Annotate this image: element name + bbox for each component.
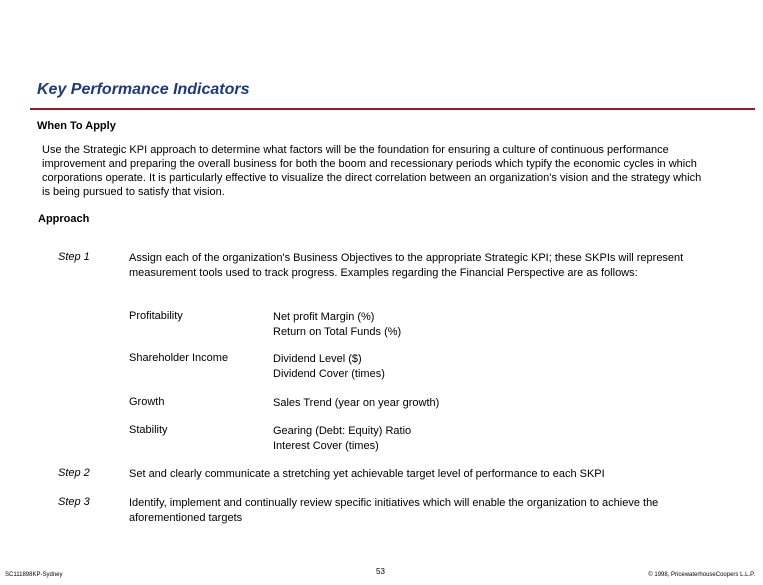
kpi-measure: Return on Total Funds (%) bbox=[273, 325, 402, 338]
step-2-text: Set and clearly communicate a stretching yet achievable target level of performance to each SKPI bbox=[129, 468, 605, 480]
kpi-measures bbox=[273, 310, 401, 339]
kpi-name: Profitability bbox=[129, 310, 183, 322]
step-3-label: Step 3 bbox=[58, 496, 90, 508]
kpi-name: Shareholder Income bbox=[129, 352, 229, 364]
kpi-measures bbox=[273, 396, 439, 411]
kpi-name: Stability bbox=[129, 424, 168, 436]
kpi-measures bbox=[273, 352, 385, 381]
kpi-name: Growth bbox=[129, 396, 165, 408]
step-2-label: Step 2 bbox=[58, 467, 90, 479]
kpi-measure: Dividend Level ($) bbox=[273, 353, 362, 365]
page-title: Key Performance Indicators bbox=[37, 81, 250, 98]
kpi-measure: Sales Trend (year on year growth) bbox=[273, 397, 440, 409]
title-rule bbox=[30, 108, 755, 110]
footer-copyright: © 1998, PricewaterhouseCoopers L.L.P. bbox=[648, 572, 755, 578]
kpi-measure: Gearing (Debt: Equity) Ratio bbox=[273, 425, 412, 437]
step-1-label: Step 1 bbox=[58, 251, 90, 263]
footer-left: SC111898KP-Sydney bbox=[5, 572, 63, 578]
step-3-text: Identify, implement and continually review specific initiatives which will enable the organization to achieve the aforementioned targets bbox=[129, 497, 659, 524]
kpi-measure: Dividend Cover (times) bbox=[273, 367, 385, 380]
kpi-measure: Net profit Margin (%) bbox=[273, 311, 375, 323]
step-1-text: Assign each of the organization's Business Objectives to the appropriate Strategic KPI; these SKPIs will represent measurement tools used to track progress. Examples regarding the Financial Perspective are as follows: bbox=[129, 252, 684, 279]
when-to-apply-text: Use the Strategic KPI approach to determine what factors will be the foundation for ensuring a culture of continuous performance improvement and preparing the overall business for both the boom and recessionary periods which typify the economic cycles in which corporations operate. It is particularly effective to visualize the direct correlation between an organization's vision and the strategy which is being pursued to satisfy that vision. bbox=[42, 144, 702, 198]
when-to-apply-heading: When To Apply bbox=[37, 120, 116, 132]
kpi-measures bbox=[273, 424, 411, 453]
page-number: 53 bbox=[376, 567, 385, 576]
approach-heading: Approach bbox=[38, 213, 90, 225]
kpi-measure: Interest Cover (times) bbox=[273, 439, 379, 452]
